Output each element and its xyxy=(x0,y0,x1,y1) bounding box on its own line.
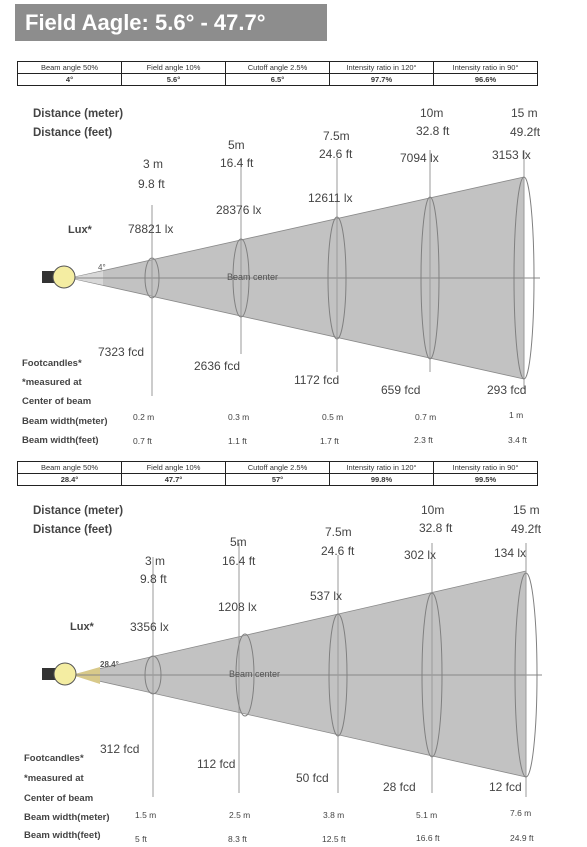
table-header-row xyxy=(18,462,538,474)
lamp-icon xyxy=(53,266,75,288)
fcd-value: 112 fcd xyxy=(197,757,236,771)
width-m: 0.2 m xyxy=(133,412,155,422)
distance-ft: 32.8 ft xyxy=(419,521,453,535)
table-header-cell: Intensity ratio in 120° xyxy=(330,462,434,474)
distance-m: 3 m xyxy=(145,554,166,568)
distance-meter-label: Distance (meter) xyxy=(33,108,124,120)
table-header-cell: Intensity ratio in 120° xyxy=(330,62,434,74)
beam-center-label: Beam center xyxy=(227,272,279,282)
table-value-cell: 28.4° xyxy=(18,474,122,486)
distance-ft: 16.4 ft xyxy=(222,554,256,568)
measured-at-label: *measured at xyxy=(22,377,82,388)
fcd-value: 2636 fcd xyxy=(194,359,241,373)
beam-width-feet-label: Beam width(feet) xyxy=(22,435,99,446)
table-value-cell: 99.5% xyxy=(434,474,538,486)
lux-value: 302 lx xyxy=(404,548,437,562)
center-of-beam-label: Center of beam xyxy=(22,396,92,407)
beam-width-meter-label: Beam width(meter) xyxy=(24,812,110,823)
angle-label: 28.4° xyxy=(100,660,119,669)
beam-diagram-1 xyxy=(0,100,587,455)
footcandles-label: Footcandles* xyxy=(22,358,82,369)
lux-value: 134 lx xyxy=(494,546,527,560)
distance-m: 7.5m xyxy=(323,129,350,143)
table-header-cell: Beam angle 50% xyxy=(18,462,122,474)
width-m: 0.3 m xyxy=(228,412,250,422)
table-value-cell: 57° xyxy=(226,474,330,486)
table-value-cell: 97.7% xyxy=(330,74,434,86)
width-m: 1 m xyxy=(509,410,524,420)
distance-ft: 49.2ft xyxy=(511,522,542,536)
table-header-cell: Intensity ratio in 90° xyxy=(434,62,538,74)
beam-diagram-2 xyxy=(0,497,587,847)
width-m: 2.5 m xyxy=(229,810,251,820)
table-value-cell: 96.6% xyxy=(434,74,538,86)
distance-ft: 24.6 ft xyxy=(321,544,355,558)
measured-at-label: *measured at xyxy=(24,773,84,784)
table-value-cell: 6.5° xyxy=(226,74,330,86)
distance-m: 10m xyxy=(421,503,445,517)
fcd-value: 28 fcd xyxy=(383,780,416,794)
spec-table-2 xyxy=(17,461,538,486)
lamp-icon xyxy=(54,663,76,685)
beam-width-meter-label: Beam width(meter) xyxy=(22,416,108,427)
lux-value: 1208 lx xyxy=(218,600,257,614)
width-m: 0.5 m xyxy=(322,412,344,422)
distance-m: 15 m xyxy=(513,503,540,517)
table-value-cell: 99.8% xyxy=(330,474,434,486)
distance-ft: 49.2ft xyxy=(510,125,541,139)
width-ft: 24.9 ft xyxy=(510,833,534,843)
distance-feet-label: Distance (feet) xyxy=(33,127,113,139)
width-m: 5.1 m xyxy=(416,810,438,820)
fcd-value: 312 fcd xyxy=(100,742,140,756)
width-m: 1.5 m xyxy=(135,810,157,820)
distance-m: 15 m xyxy=(511,106,538,120)
distance-feet-label: Distance (feet) xyxy=(33,524,113,536)
width-ft: 8.3 ft xyxy=(228,834,247,844)
table-header-cell: Field angle 10% xyxy=(122,462,226,474)
width-ft: 2.3 ft xyxy=(414,435,433,445)
width-ft: 3.4 ft xyxy=(508,435,527,445)
width-ft: 1.7 ft xyxy=(320,436,339,446)
distance-m: 5m xyxy=(230,535,247,549)
fcd-value: 1172 fcd xyxy=(294,373,340,387)
width-m: 3.8 m xyxy=(323,810,345,820)
distance-ft: 24.6 ft xyxy=(319,147,353,161)
table-header-cell: Intensity ratio in 90° xyxy=(434,462,538,474)
fcd-value: 293 fcd xyxy=(487,383,527,397)
angle-label: 4° xyxy=(98,263,106,272)
distance-m: 10m xyxy=(420,106,444,120)
lux-value: 537 lx xyxy=(310,589,343,603)
distance-m: 3 m xyxy=(143,157,164,171)
table-value-row xyxy=(18,74,538,86)
lux-value: 12611 lx xyxy=(308,191,353,205)
width-ft: 12.5 ft xyxy=(322,834,346,844)
distance-ft: 9.8 ft xyxy=(138,177,165,191)
distance-meter-label: Distance (meter) xyxy=(33,505,124,517)
width-m: 0.7 m xyxy=(415,412,437,422)
lux-value: 28376 lx xyxy=(216,203,262,217)
table-value-cell: 4° xyxy=(18,74,122,86)
distance-m: 5m xyxy=(228,138,245,152)
distance-ft: 32.8 ft xyxy=(416,124,450,138)
fcd-value: 7323 fcd xyxy=(98,345,145,359)
beam-width-feet-label: Beam width(feet) xyxy=(24,830,101,841)
table-header-row xyxy=(18,62,538,74)
lux-value: 78821 lx xyxy=(128,222,174,236)
beam-center-label: Beam center xyxy=(229,669,281,679)
table-header-cell: Cutoff angle 2.5% xyxy=(226,62,330,74)
width-m: 7.6 m xyxy=(510,808,532,818)
width-ft: 5 ft xyxy=(135,834,147,844)
distance-ft: 9.8 ft xyxy=(140,572,167,586)
footcandles-label: Footcandles* xyxy=(24,753,84,764)
table-header-cell: Beam angle 50% xyxy=(18,62,122,74)
width-ft: 0.7 ft xyxy=(133,436,152,446)
lux-value: 7094 lx xyxy=(400,151,439,165)
table-value-cell: 47.7° xyxy=(122,474,226,486)
fcd-value: 12 fcd xyxy=(489,780,522,794)
center-of-beam-label: Center of beam xyxy=(24,793,94,804)
spec-table-1 xyxy=(17,61,538,86)
width-ft: 1.1 ft xyxy=(228,436,247,446)
lux-value: 3153 lx xyxy=(492,148,531,162)
distance-m: 7.5m xyxy=(325,525,352,539)
fcd-value: 50 fcd xyxy=(296,771,329,785)
width-ft: 16.6 ft xyxy=(416,833,440,843)
page-title: Field Aagle: 5.6° - 47.7° xyxy=(15,4,327,41)
table-header-cell: Field angle 10% xyxy=(122,62,226,74)
lux-label: Lux* xyxy=(68,224,92,236)
table-value-row xyxy=(18,474,538,486)
fcd-value: 659 fcd xyxy=(381,383,421,397)
lux-value: 3356 lx xyxy=(130,620,169,634)
distance-ft: 16.4 ft xyxy=(220,156,254,170)
table-header-cell: Cutoff angle 2.5% xyxy=(226,462,330,474)
lux-label: Lux* xyxy=(70,621,94,633)
beam-cone xyxy=(72,571,526,777)
table-value-cell: 5.6° xyxy=(122,74,226,86)
